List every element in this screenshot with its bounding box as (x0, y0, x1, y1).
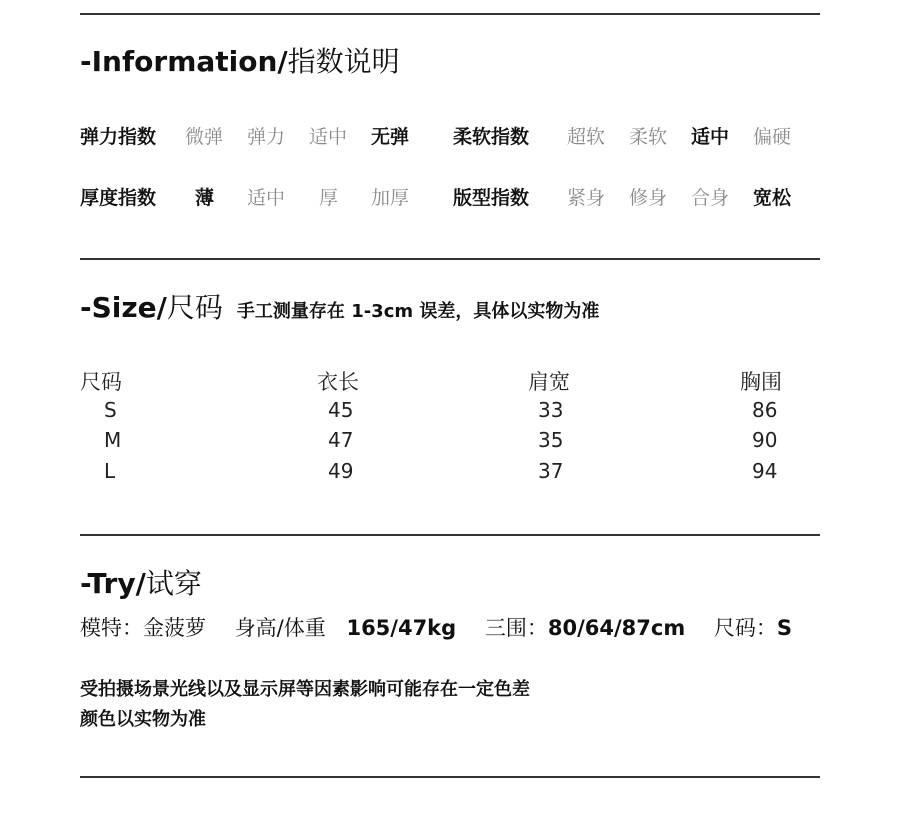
color-disclaimer-2: 颜色以实物为准 (80, 709, 206, 730)
index-option: 适中 (691, 126, 730, 148)
size-note: 手工测量存在 1-3cm 误差，具体以实物为准 (236, 301, 600, 322)
info-title (80, 40, 400, 80)
model-size-label: 尺码： (713, 616, 777, 640)
try-title (80, 562, 202, 602)
model-info (80, 612, 814, 642)
size-title (80, 286, 599, 326)
index-option: 宽松 (753, 187, 792, 209)
divider-bottom (80, 776, 820, 778)
index-option: 适中 (247, 187, 286, 209)
index-option: 适中 (309, 126, 348, 148)
index-label: 版型指数 (453, 187, 530, 209)
size-table-cell: L (104, 459, 116, 483)
size-table-header: 胸围 (740, 370, 782, 394)
info-title-cn: 指数说明 (287, 45, 400, 78)
divider-size (80, 534, 820, 536)
info-title-en: -Information/ (80, 45, 288, 78)
size-table-header: 肩宽 (528, 370, 570, 394)
size-table-cell: 47 (328, 428, 354, 452)
divider-info (80, 258, 820, 260)
size-table-header: 尺码 (80, 370, 122, 394)
index-option: 柔软 (629, 126, 668, 148)
index-option: 薄 (195, 187, 215, 209)
size-table-cell: 94 (752, 459, 778, 483)
measurements-value: 80/64/87cm (547, 616, 686, 640)
model-size-value: S (776, 616, 793, 640)
index-option: 微弹 (185, 126, 224, 148)
size-table-cell: M (104, 428, 122, 452)
index-option: 超软 (567, 126, 606, 148)
size-table-cell: 35 (538, 428, 564, 452)
size-table-cell: 90 (752, 428, 778, 452)
color-disclaimer-1: 受拍摄场景光线以及显示屏等因素影响可能存在一定色差 (80, 679, 530, 700)
index-option: 紧身 (567, 187, 606, 209)
index-option: 合身 (691, 187, 730, 209)
size-table-cell: 37 (538, 459, 564, 483)
index-option: 弹力 (247, 126, 286, 148)
divider-top (80, 13, 820, 15)
index-option: 修身 (629, 187, 668, 209)
size-table-cell: 45 (328, 398, 354, 422)
size-title-cn: 尺码 (166, 291, 223, 324)
measurements-label: 三围： (484, 616, 548, 640)
index-label: 柔软指数 (453, 126, 530, 148)
try-title-en: -Try/ (80, 567, 146, 600)
model-name: 模特：金菠萝 (80, 616, 206, 640)
try-title-cn: 试穿 (145, 567, 202, 600)
size-table-cell: 86 (752, 398, 778, 422)
index-label: 弹力指数 (80, 126, 157, 148)
size-table-cell: 49 (328, 459, 354, 483)
height-weight-value: 165/47kg (346, 616, 457, 640)
height-weight-label: 身高/体重 (234, 616, 326, 640)
index-option: 偏硬 (753, 126, 792, 148)
index-label: 厚度指数 (80, 187, 157, 209)
index-option: 加厚 (371, 187, 410, 209)
size-table-cell: 33 (538, 398, 564, 422)
size-table-header: 衣长 (317, 370, 359, 394)
index-option: 无弹 (371, 126, 410, 148)
index-option: 厚 (319, 187, 339, 209)
size-title-en: -Size/ (80, 291, 167, 324)
size-table-cell: S (104, 398, 117, 422)
